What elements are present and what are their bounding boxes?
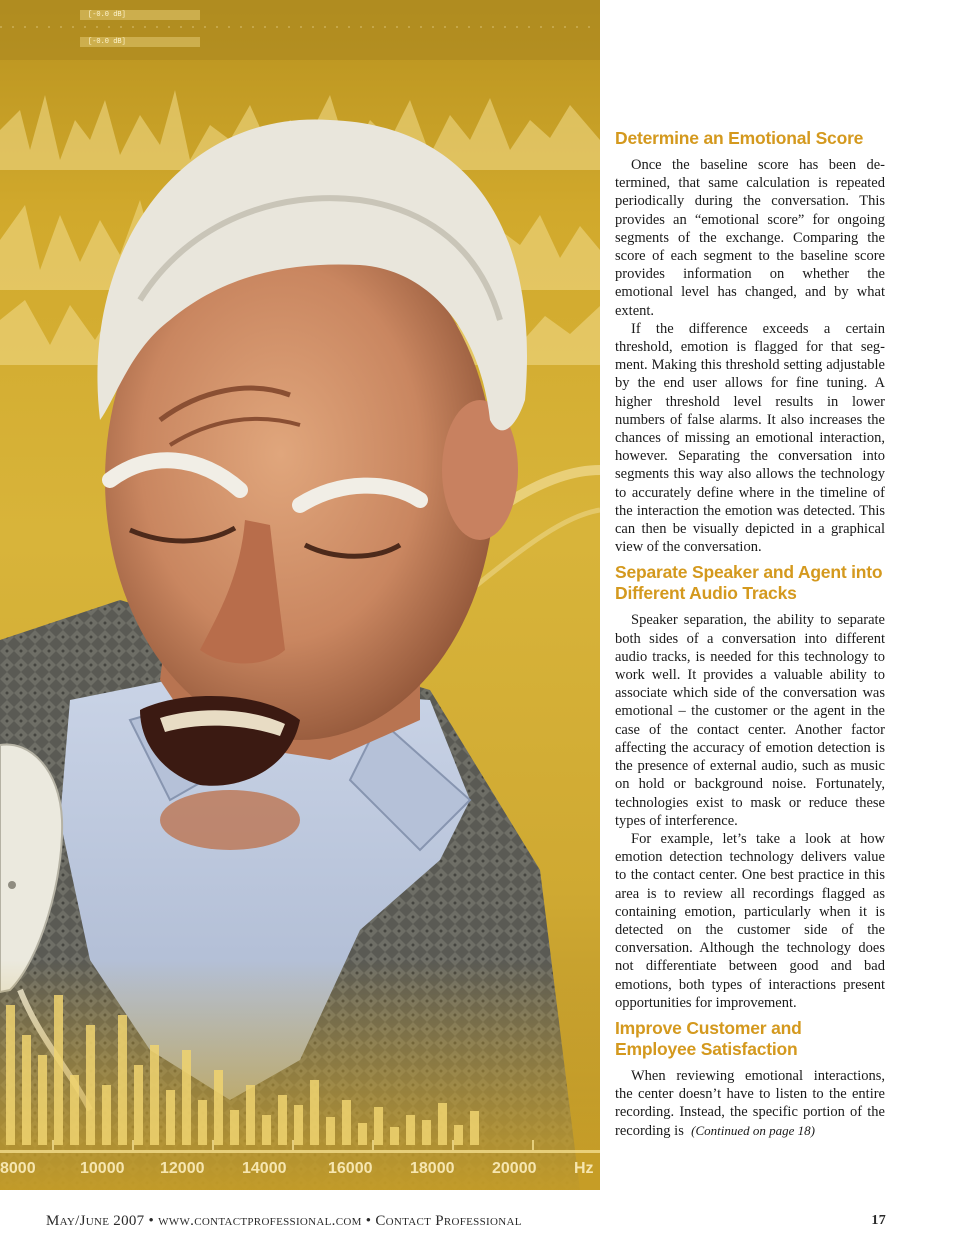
continuation-link[interactable]: (Continued on page 18) bbox=[691, 1122, 815, 1138]
spectrum-bar bbox=[422, 1120, 431, 1145]
spectrum-bar bbox=[22, 1035, 31, 1145]
spectrum-bar bbox=[326, 1117, 335, 1145]
spectrum-bar bbox=[166, 1090, 175, 1145]
spectrum-bar bbox=[118, 1015, 127, 1145]
level-readout-1: [-0.0 dB] bbox=[88, 11, 126, 19]
spectrum-bar bbox=[278, 1095, 287, 1145]
spectrum-bar bbox=[390, 1127, 399, 1145]
paragraph: Speaker separation, the ability to separate both sides of a conversation into different audio tracks, is needed for this technology to work well. It provides a valuable ability to associate which side of the conversation was emotional – the customer or the agent in the case of the contact center. Another factor affecting the accuracy of emotion detection is the presence of external audio, such as music on hold or background noise. Fortunately, technologies exist to mask or reduce these types of interference. bbox=[615, 612, 885, 829]
page-footer bbox=[46, 1213, 886, 1235]
paragraph: For example, let’s take a look at how emotion detection technology delivers value to the contact center. One best practice in this area is to review all recordings flagged as containing emotion, particularly when it is detected on the customer side of the conversation. Although the technology does not differentiate between good and bad emotions, both types of interactions present opportunities for improvement. bbox=[615, 830, 885, 1011]
frequency-label-12000: 12000 bbox=[160, 1160, 205, 1177]
level-readout-2: [-0.0 dB] bbox=[88, 38, 126, 46]
frequency-label-14000: 14000 bbox=[242, 1160, 287, 1177]
spectrum-bar bbox=[54, 995, 63, 1145]
spectrum-bar bbox=[262, 1115, 271, 1145]
spectrum-bar bbox=[406, 1115, 415, 1145]
spectrum-bar bbox=[182, 1050, 191, 1145]
spectrum-bar bbox=[134, 1065, 143, 1145]
section-speaker-separation bbox=[615, 562, 885, 1011]
spectrum-bar bbox=[438, 1103, 447, 1145]
spectrum-bar bbox=[86, 1025, 95, 1145]
paragraph bbox=[615, 1067, 885, 1140]
frequency-label-16000: 16000 bbox=[328, 1160, 373, 1177]
spectrum-bar bbox=[246, 1085, 255, 1145]
paragraph: If the difference exceeds a certain threshold, emotion is flagged for that segment. Making this threshold setting adjustable by the end user allows for fine tuning. A higher threshold level results in lower numbers of false alarms. It also increases the chances of missing an emotional interaction, however. Separating the conversation into segments this way also allows the technology to accurately define where in the timeline of the interaction the emotion was detected. This can then be visually depicted in a graphical view of the conversation. bbox=[615, 320, 885, 556]
section-satisfaction bbox=[615, 1018, 885, 1140]
paragraph-text: When reviewing emotional interactions, the center doesn’t have to listen to the entire recording. Instead, the specific portion of the recording is bbox=[615, 1067, 885, 1139]
spectrum-bar bbox=[294, 1105, 303, 1145]
frequency-label-20000: 20000 bbox=[492, 1160, 537, 1177]
spectrum-bar bbox=[150, 1045, 159, 1145]
spectrum-bar bbox=[374, 1107, 383, 1145]
frequency-unit-hz: Hz bbox=[574, 1160, 594, 1177]
paragraph: Once the baseline score has been determined, that same calculation is repeated periodically during the conversation. This provides an “emotional score” for ongoing segments of the exchange. Comparing the score of each segment to the baseline score provides information on whether the emotional level has changed, and by what extent. bbox=[615, 157, 885, 319]
article-column bbox=[615, 128, 885, 1146]
section-heading: Separate Speaker and Agent into Different Audio Tracks bbox=[615, 562, 883, 604]
section-heading: Determine an Emotional Score bbox=[615, 128, 864, 148]
frequency-label-10000: 10000 bbox=[80, 1160, 125, 1177]
spectrum-bar bbox=[342, 1100, 351, 1145]
spectrum-bar bbox=[454, 1125, 463, 1145]
page-number: 17 bbox=[871, 1213, 886, 1228]
section-emotional-score bbox=[615, 128, 885, 556]
spectrum-bar bbox=[38, 1055, 47, 1145]
spectrum-bar bbox=[6, 1005, 15, 1145]
frequency-label-8000: 8000 bbox=[0, 1160, 36, 1177]
spectrum-bar bbox=[70, 1075, 79, 1145]
section-heading: Improve Customer and Employee Satisfaction bbox=[615, 1017, 802, 1059]
spectrum-bar bbox=[470, 1111, 479, 1145]
frequency-label-18000: 18000 bbox=[410, 1160, 455, 1177]
spectrum-bar bbox=[102, 1085, 111, 1145]
spectrum-bar bbox=[310, 1080, 319, 1145]
spectrum-bar bbox=[198, 1100, 207, 1145]
spectrum-bar bbox=[230, 1110, 239, 1145]
footer-publication-info: May/June 2007 • www.contactprofessional.com • Contact Professional bbox=[46, 1213, 522, 1229]
spectrum-bar bbox=[358, 1123, 367, 1145]
spectrum-bar bbox=[214, 1070, 223, 1145]
